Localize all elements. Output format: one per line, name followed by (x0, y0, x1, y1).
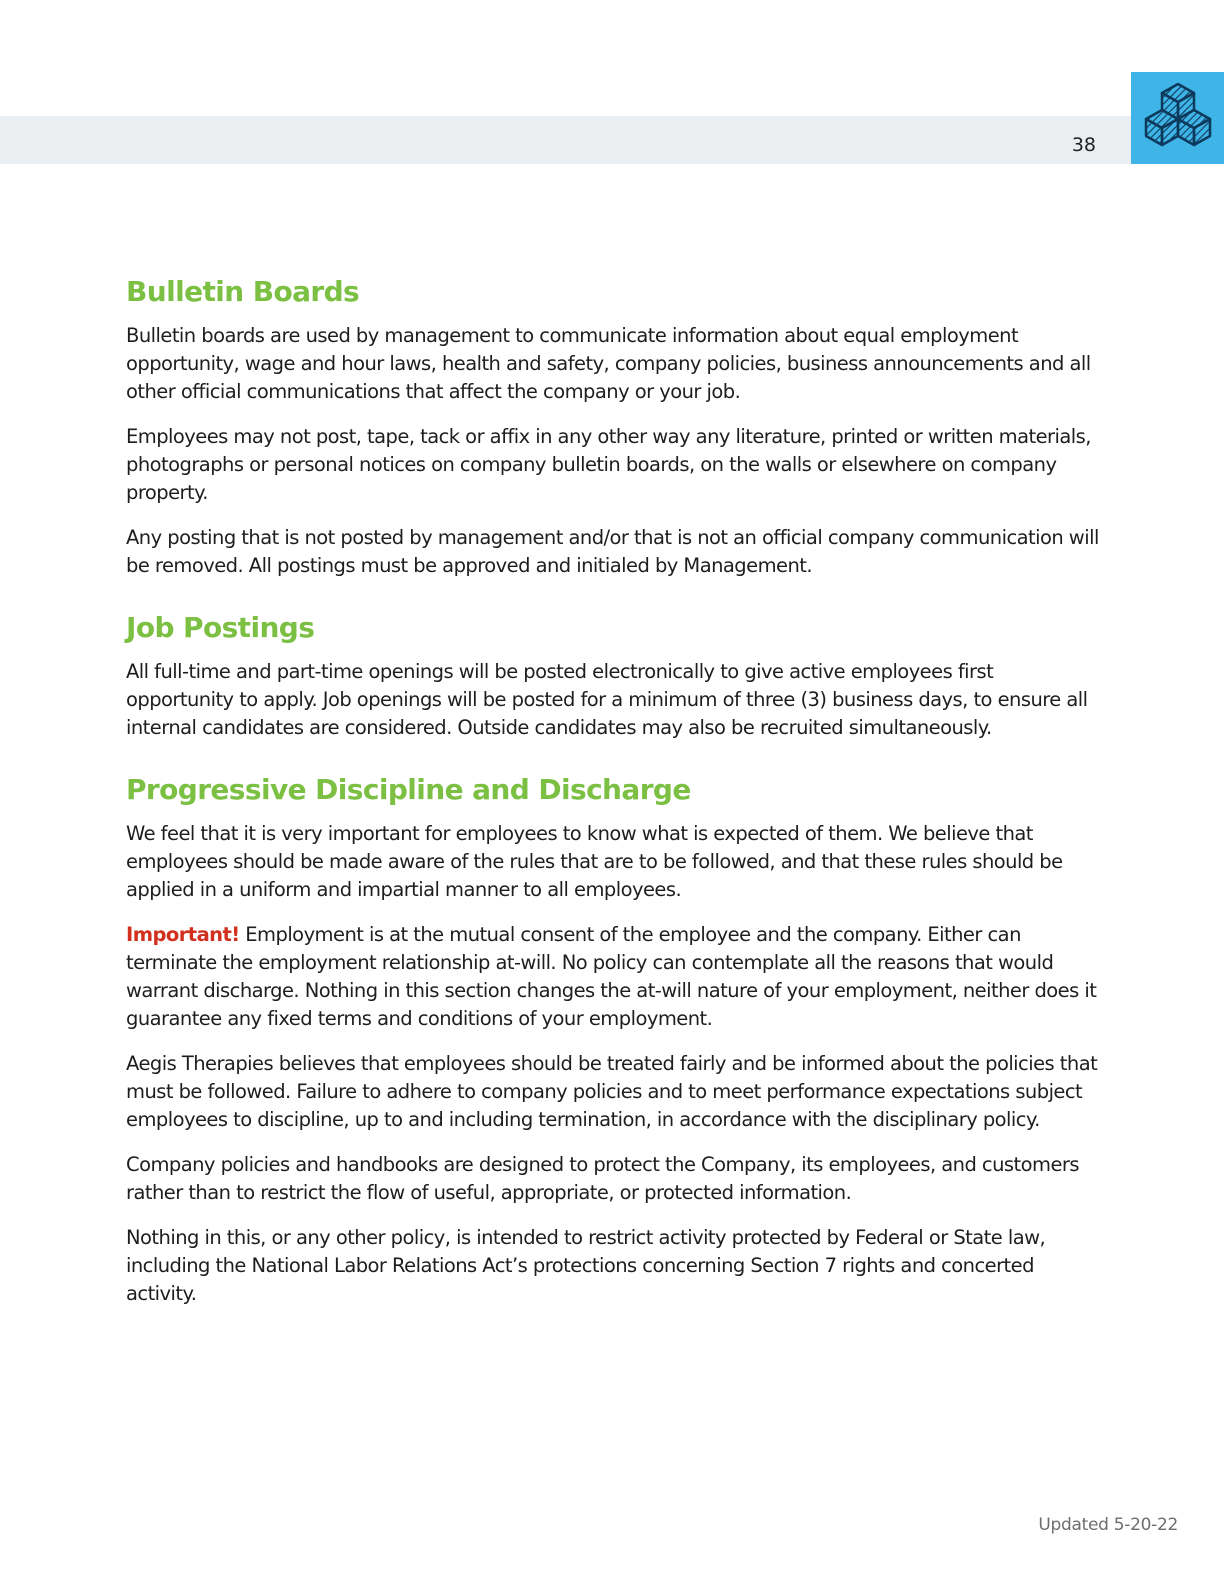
header-band (0, 116, 1131, 164)
important-text: Employment is at the mutual consent of the employee and the company. Either can terminate the employment relationship at-will. No policy can contemplate all the reasons that would warrant discharge. Nothing in this section changes the at-will nature of your employment, neither does it guarantee any fixed terms and conditions of your employment. (126, 923, 1097, 1030)
section-bulletin-boards (126, 272, 1106, 580)
paragraph: Employees may not post, tape, tack or affix in any other way any literature, printed or written materials, photographs or personal notices on company bulletin boards, on the walls or elsewhere on company property. (126, 425, 1091, 504)
paragraph: We feel that it is very important for employees to know what is expected of them. We believe that employees should be made aware of the rules that are to be followed, and that these rules should be applied in a uniform and impartial manner to all employees. (126, 822, 1063, 901)
paragraph: Aegis Therapies believes that employees should be treated fairly and be informed about the policies that must be followed. Failure to adhere to company policies and to meet performance expectations subject employees to discipline, up to and including termination, in accordance with the disciplinary policy. (126, 1052, 1098, 1131)
document-body (126, 272, 1106, 1308)
section-heading: Bulletin Boards (126, 275, 360, 308)
paragraph: Bulletin boards are used by management to communicate information about equal employment opportunity, wage and hour laws, health and safety, company policies, business announcements and all other official communications that affect the company or your job. (126, 324, 1091, 403)
paragraph: All full-time and part-time openings will be posted electronically to give active employees first opportunity to apply. Job openings will be posted for a minimum of three (3) business days, to ensure all internal candidates are considered. Outside candidates may also be recruited simultaneously. (126, 660, 1088, 739)
updated-date: Updated 5-20-22 (1038, 1515, 1178, 1535)
section-heading: Progressive Discipline and Discharge (126, 773, 691, 806)
paragraph: Any posting that is not posted by management and/or that is not an official company communication will be removed. All postings must be approved and initialed by Management. (126, 526, 1099, 577)
logo (1131, 72, 1224, 164)
paragraph: Company policies and handbooks are designed to protect the Company, its employees, and customers rather than to restrict the flow of useful, appropriate, or protected information. (126, 1153, 1079, 1204)
stacked-cubes-icon (1131, 72, 1224, 164)
paragraph: Nothing in this, or any other policy, is intended to restrict activity protected by Federal or State law, including the National Labor Relations Act’s protections concerning Section 7 rights and concerted activity. (126, 1226, 1046, 1305)
section-progressive-discipline (126, 770, 1106, 1308)
section-job-postings (126, 608, 1106, 742)
important-paragraph (126, 921, 1106, 1033)
section-heading: Job Postings (126, 611, 315, 644)
page-number: 38 (1071, 134, 1096, 156)
important-label: Important! (126, 923, 240, 946)
